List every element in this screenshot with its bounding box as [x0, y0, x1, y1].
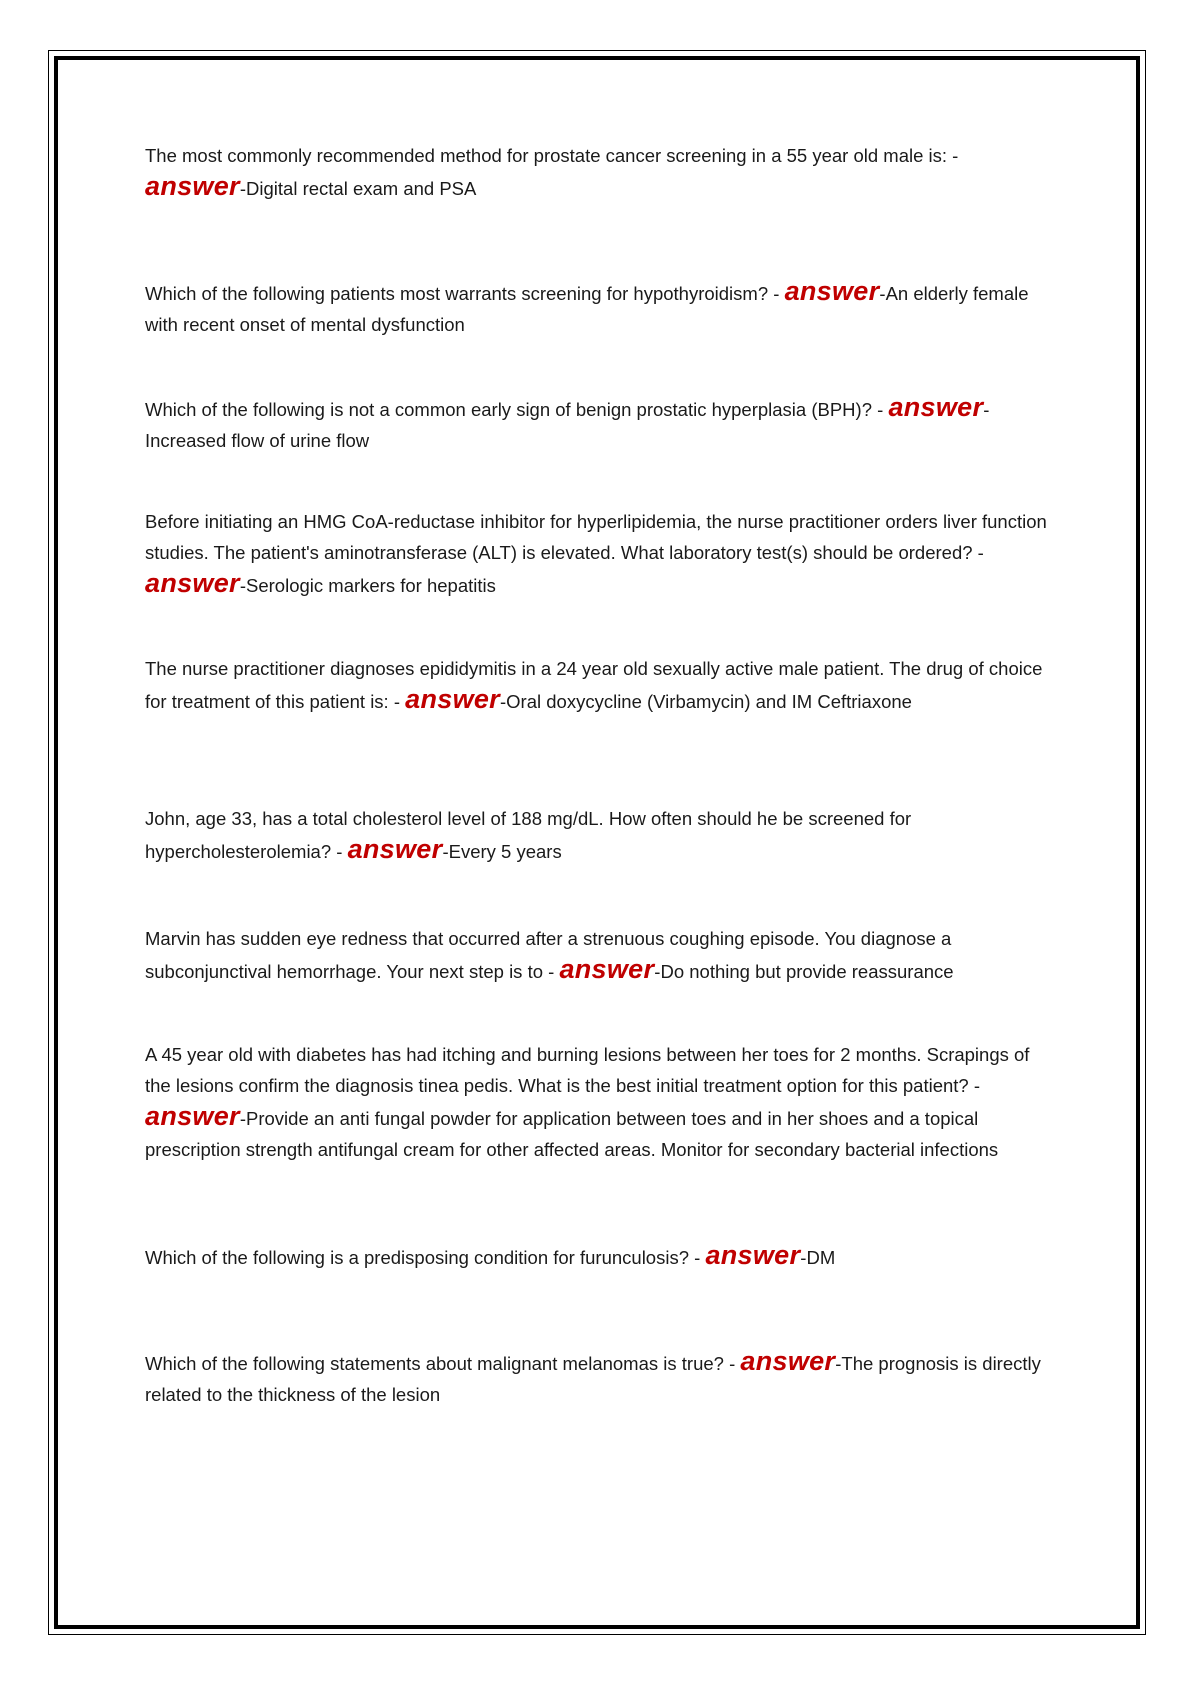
question-2: Which of the following patients most warrants screening for hypothyroidism? - [145, 283, 780, 304]
answer-label-4: answer [145, 568, 240, 598]
question-3: Which of the following is not a common early sign of benign prostatic hyperplasia (BPH)? - [145, 399, 884, 420]
qa-item-5 [145, 653, 1050, 717]
answer-9: -DM [800, 1247, 836, 1268]
answer-label-9: answer [705, 1240, 801, 1270]
answer-1: -Digital rectal exam and PSA [239, 178, 477, 199]
qa-item-1 [145, 140, 1050, 204]
question-8: A 45 year old with diabetes has had itching and burning lesions between her toes for 2 months. Scrapings of the lesions confirm the diagnosis tinea pedis. What is the best initial treatment option for this patient? - [145, 1044, 1030, 1096]
qa-item-6 [145, 803, 1050, 867]
answer-label-3: answer [888, 392, 984, 422]
question-7: Marvin has sudden eye redness that occurred after a strenuous coughing episode. You diagnose a subconjunctival hemorrhage. Your next step is to - [145, 928, 952, 982]
question-1: The most commonly recommended method for prostate cancer screening in a 55 year old male is: - [145, 145, 959, 166]
question-10: Which of the following statements about malignant melanomas is true? - [145, 1353, 736, 1374]
answer-label-6: answer [347, 834, 443, 864]
qa-item-7 [145, 923, 1050, 987]
question-5: The nurse practitioner diagnoses epididymitis in a 24 year old sexually active male patient. The drug of choice for treatment of this patient is: - [145, 658, 1043, 712]
answer-4: -Serologic markers for hepatitis [239, 575, 496, 596]
qa-item-3 [145, 392, 1050, 456]
qa-item-10 [145, 1346, 1050, 1410]
answer-10: -The prognosis is directly related to the thickness of the lesion [145, 1353, 1041, 1405]
answer-label-8: answer [145, 1101, 240, 1131]
answer-label-5: answer [405, 684, 500, 714]
qa-item-2 [145, 276, 1050, 340]
answer-label-2: answer [784, 276, 880, 306]
answer-7: -Do nothing but provide reassurance [654, 961, 954, 982]
answer-label-10: answer [740, 1346, 836, 1376]
answer-6: -Every 5 years [442, 841, 562, 862]
question-6: John, age 33, has a total cholesterol level of 188 mg/dL. How often should he be screened for hypercholesterolemia? - [145, 808, 912, 862]
qa-item-9 [145, 1240, 1050, 1273]
question-4: Before initiating an HMG CoA-reductase inhibitor for hyperlipidemia, the nurse practitioner orders liver function studies. The patient's aminotransferase (ALT) is elevated. What laboratory test(s) should be ordered? - [145, 511, 1047, 563]
answer-label-7: answer [559, 954, 655, 984]
question-9: Which of the following is a predisposing condition for furunculosis? - [145, 1247, 701, 1268]
answer-5: -Oral doxycycline (Virbamycin) and IM Ceftriaxone [500, 691, 912, 712]
answer-3: -Increased flow of urine flow [145, 399, 990, 451]
answer-2: -An elderly female with recent onset of mental dysfunction [145, 283, 1029, 335]
answer-label-1: answer [145, 171, 240, 201]
qa-item-4 [145, 506, 1050, 601]
answer-8: -Provide an anti fungal powder for application between toes and in her shoes and a topical prescription strength antifungal cream for other affected areas. Monitor for secondary bacterial infections [145, 1108, 999, 1160]
qa-item-8 [145, 1039, 1050, 1165]
